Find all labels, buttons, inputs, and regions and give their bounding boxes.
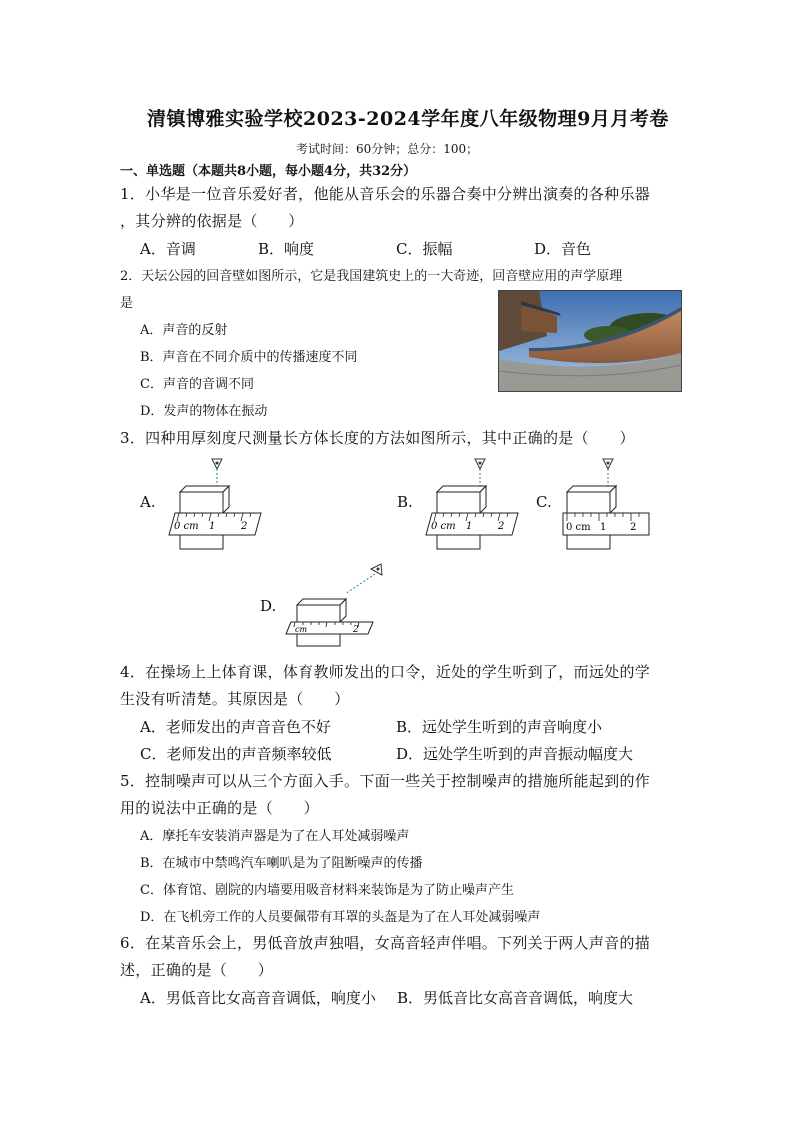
q3-figure-label-b: B. — [397, 493, 413, 511]
q4-option-b: B．远处学生听到的声音响度小 — [396, 718, 603, 736]
echo-wall-photo — [498, 290, 682, 392]
question-6-text: 6．在某音乐会上，男低音放声独唱，女高音轻声伴唱。下列关于两人声音的描 — [120, 934, 651, 952]
ruler-b-zero: 0 cm — [431, 521, 456, 532]
q6-option-a: A．男低音比女高音音调低，响度小 — [140, 989, 376, 1007]
q2-option-d: D．发声的物体在振动 — [140, 404, 268, 419]
q3-figure-label-c: C. — [536, 493, 552, 511]
ruler-a-two: 2 — [241, 521, 248, 532]
question-2-text: 2．天坛公园的回音壁如图所示，它是我国建筑史上的一大奇迹，回音壁应用的声学原理 — [120, 269, 623, 284]
q3-figure-label-a: A. — [140, 493, 156, 511]
ruler-b-one: 1 — [466, 521, 473, 532]
ruler-a-one: 1 — [209, 521, 216, 532]
q1-option-c: C．振幅 — [396, 240, 453, 258]
ruler-c-two: 2 — [630, 522, 637, 533]
q2-option-b: B．声音在不同介质中的传播速度不同 — [140, 350, 358, 365]
ruler-a-zero: 0 cm — [174, 521, 199, 532]
q6-option-b: B．男低音比女高音音调低，响度大 — [397, 989, 634, 1007]
question-5-text-cont: 用的说法中正确的是（ ） — [120, 799, 319, 817]
q3-figure-b — [422, 455, 522, 555]
ruler-d-two: 2 — [353, 625, 359, 635]
q1-option-d: D．音色 — [534, 240, 592, 258]
question-4-text-cont: 生没有听清楚。其原因是（ ） — [120, 690, 350, 708]
q2-option-c: C．声音的音调不同 — [140, 377, 254, 392]
q4-option-c: C．老师发出的声音频率较低 — [140, 745, 332, 763]
q3-figure-c — [560, 455, 656, 555]
q3-figure-a — [165, 455, 265, 555]
q5-option-d: D．在飞机旁工作的人员要佩带有耳罩的头盔是为了在人耳处减弱噪声 — [140, 910, 541, 925]
question-4-text: 4．在操场上上体育课，体育教师发出的口令，近处的学生听到了，而远处的学 — [120, 663, 651, 681]
q3-figure-d — [283, 562, 393, 662]
q5-option-c: C．体育馆、剧院的内墙要用吸音材料来装饰是为了防止噪声产生 — [140, 883, 514, 898]
question-1-text: 1．小华是一位音乐爱好者，他能从音乐会的乐器合奏中分辨出演奏的各种乐器 — [120, 185, 651, 203]
question-1-text-cont: ，其分辨的依据是（ ） — [120, 212, 304, 230]
q1-option-a: A．音调 — [140, 240, 196, 258]
ruler-c-zero: 0 cm — [566, 522, 591, 533]
q5-option-b: B．在城市中禁鸣汽车喇叭是为了阻断噪声的传播 — [140, 856, 423, 871]
question-6-text-cont: 述，正确的是（ ） — [120, 961, 274, 979]
q1-option-b: B．响度 — [258, 240, 315, 258]
ruler-c-one: 1 — [600, 522, 607, 533]
page-title: 清镇博雅实验学校2023-2024学年度八年级物理9月月考卷 — [147, 108, 669, 130]
ruler-b-two: 2 — [498, 521, 505, 532]
question-3-text: 3．四种用厚刻度尺测量长方体长度的方法如图所示，其中正确的是（ ） — [120, 429, 635, 447]
q4-option-d: D．远处学生听到的声音振动幅度大 — [396, 745, 634, 763]
question-2-text-cont: 是 — [120, 296, 134, 311]
q2-option-a: A．声音的反射 — [140, 323, 228, 338]
q3-figure-label-d: D. — [260, 597, 277, 615]
exam-meta: 考试时间：60分钟；总分：100； — [296, 142, 479, 156]
q4-option-a: A．老师发出的声音音色不好 — [140, 718, 331, 736]
section-heading: 一、单选题（本题共8小题，每小题4分，共32分） — [120, 164, 417, 179]
q5-option-a: A．摩托车安装消声器是为了在人耳处减弱噪声 — [140, 829, 410, 844]
ruler-d-cm: cm — [295, 625, 308, 634]
question-5-text: 5．控制噪声可以从三个方面入手。下面一些关于控制噪声的措施所能起到的作 — [120, 772, 651, 790]
